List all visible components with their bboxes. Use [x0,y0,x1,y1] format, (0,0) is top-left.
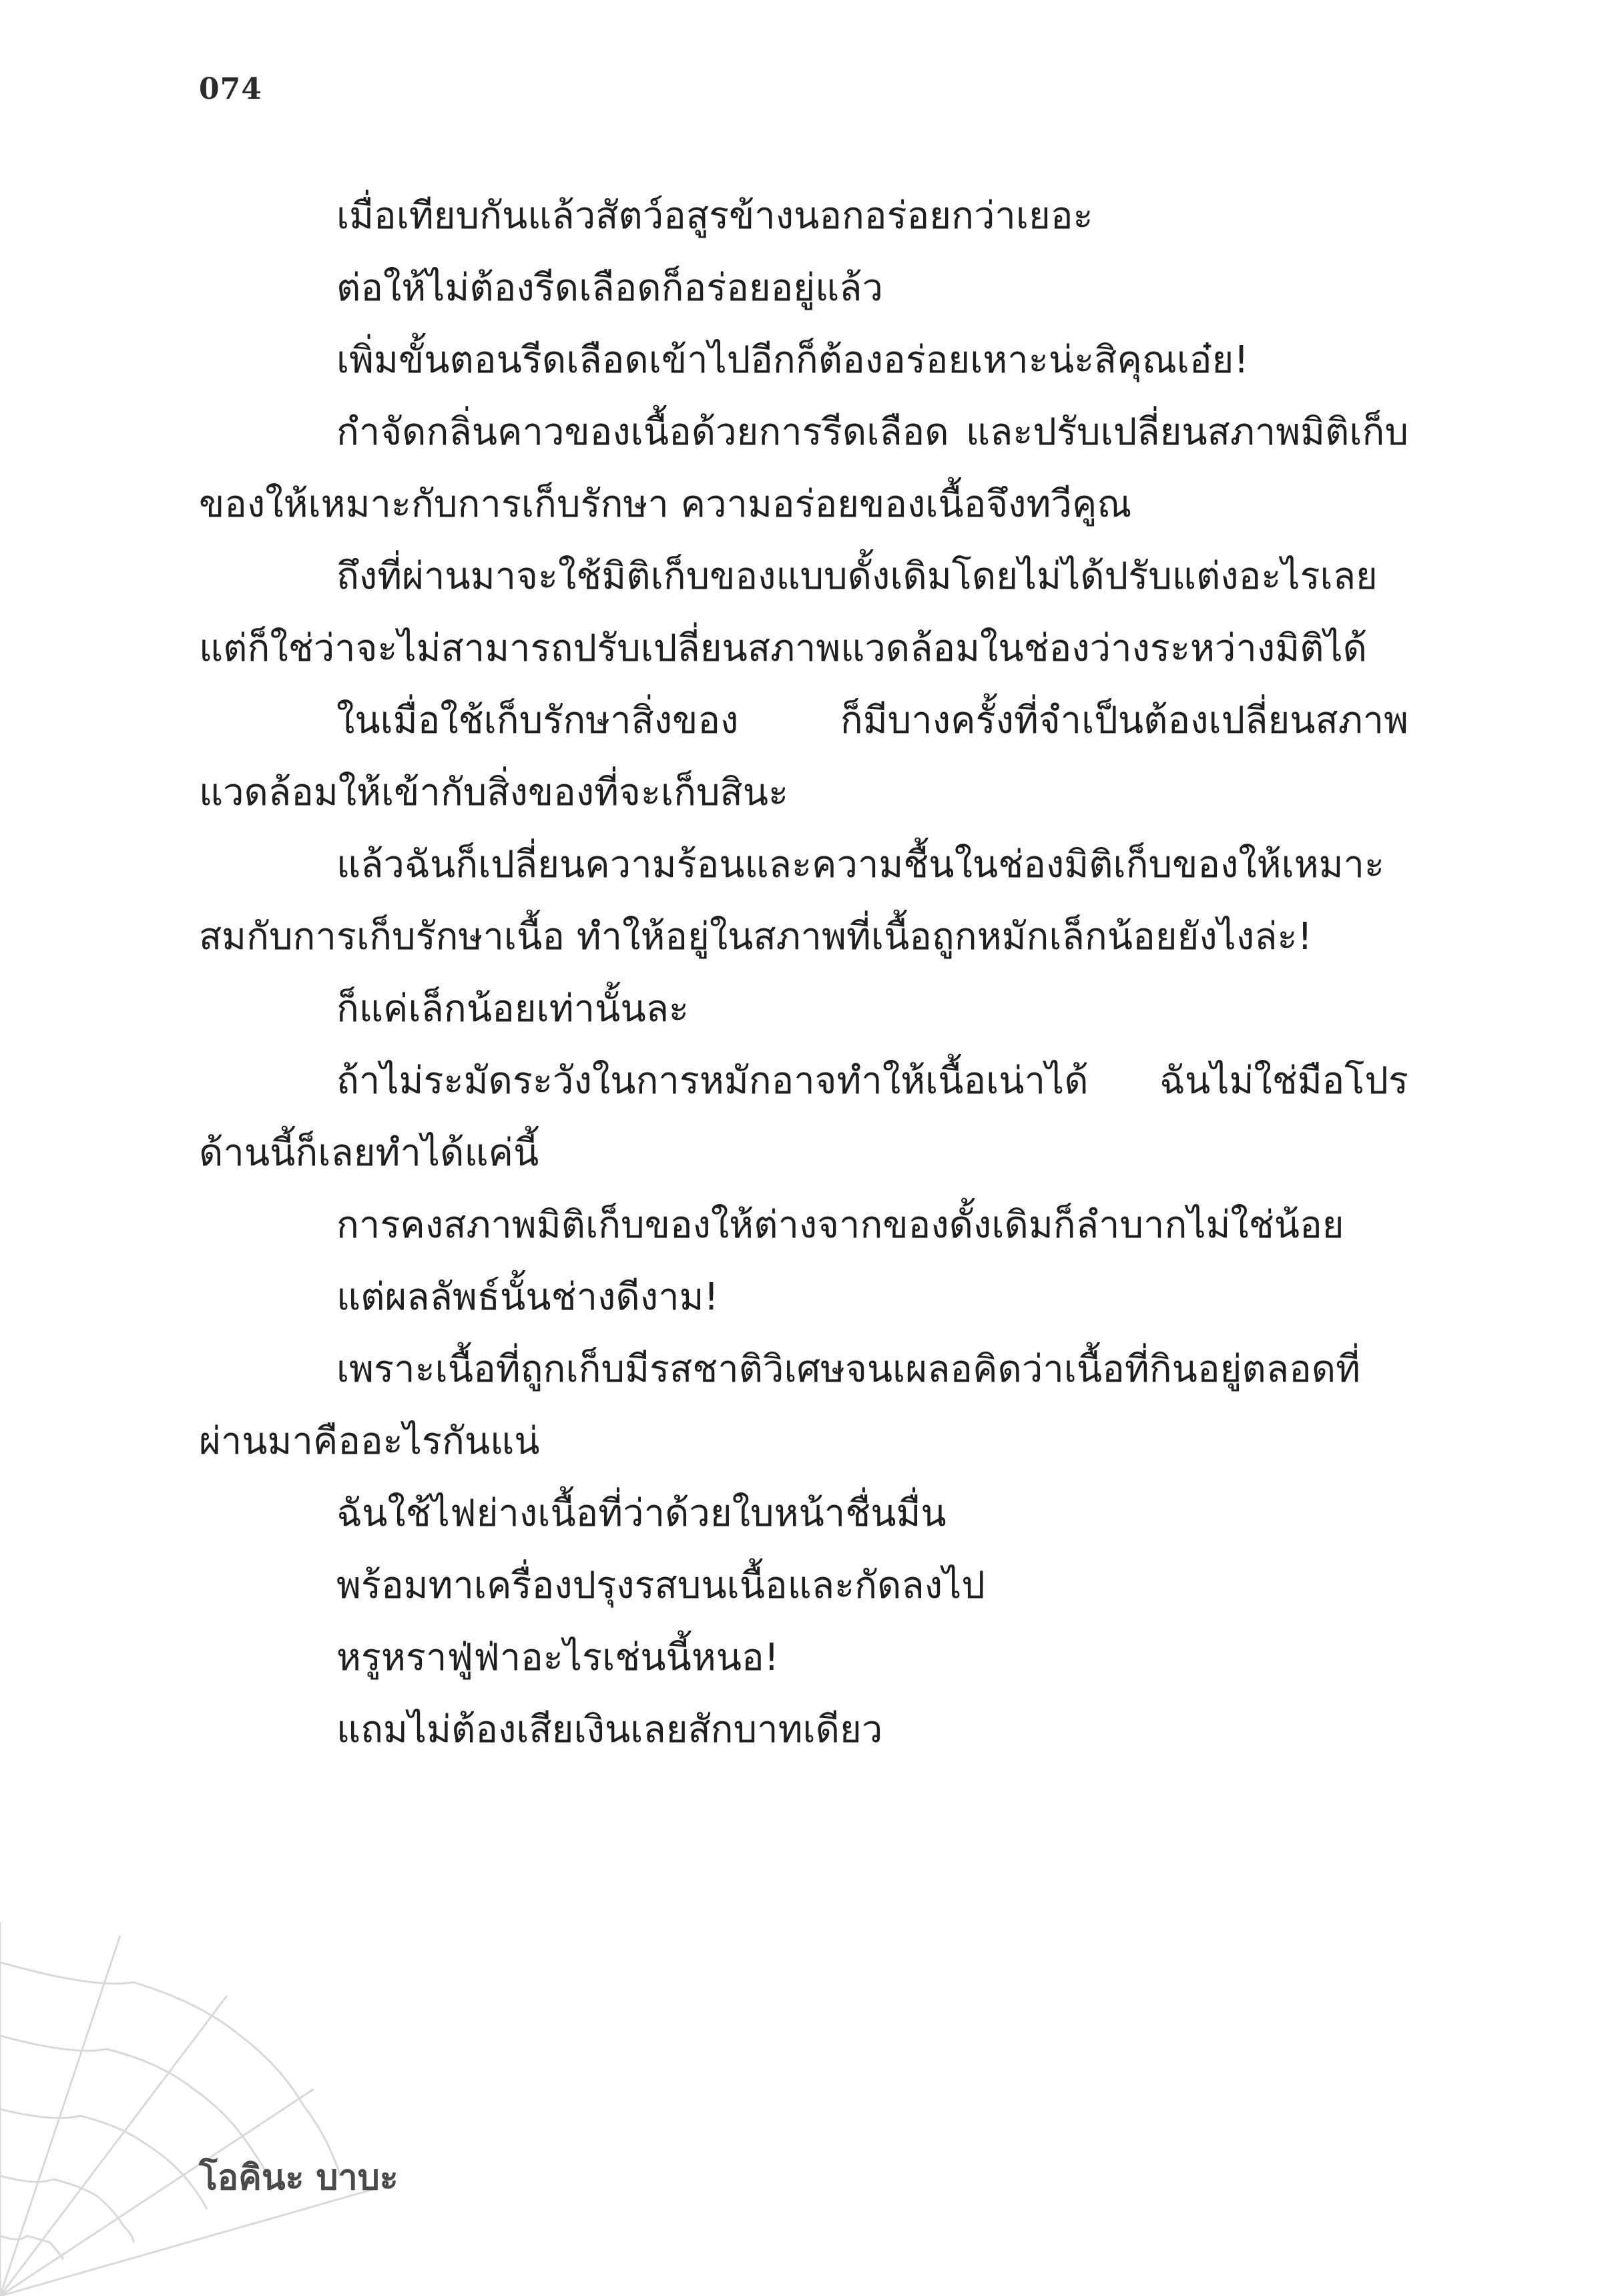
paragraph-14: พร้อมทาเครื่องปรุงรสบนเนื้อและกัดลงไป [336,1564,985,1607]
paragraph-10: การคงสภาพมิติเก็บของให้ต่างจากของดั้งเดิมก็ลำบากไม่ใช่น้อย [336,1203,1344,1247]
body-text [199,180,1408,1766]
paragraph-8: ก็แค่เล็กน้อยเท่านั้นละ [336,987,690,1031]
page-number: 074 [199,72,262,106]
paragraph-12: เพราะเนื้อที่ถูกเก็บมีรสชาติวิเศษจนเผลอคิดว่าเนื้อที่กินอยู่ตลอดที่ผ่านมาคืออะไรกันแน่ [199,1348,1360,1463]
paragraph-7: แล้วฉันก็เปลี่ยนความร้อนและความชื้นในช่องมิติเก็บของให้เหมาะสมกับการเก็บรักษาเนื้อ ทำให้อยู่ในสภาพที่เนื้อถูกหมักเล็กน้อยยังไงล่ะ! [199,843,1385,958]
spider-web-icon [0,1922,374,2296]
paragraph-3: เพิ่มขั้นตอนรีดเลือดเข้าไปอีกก็ต้องอร่อยเหาะน่ะสิคุณเอ๋ย! [336,338,1249,382]
paragraph-11: แต่ผลลัพธ์นั้นช่างดีงาม! [336,1275,719,1319]
paragraph-13: ฉันใช้ไฟย่างเนื้อที่ว่าด้วยใบหน้าชื่นมื่น [336,1492,947,1535]
footer-author-title: โอคินะ บาบะ [199,2158,398,2198]
paragraph-1: เมื่อเทียบกันแล้วสัตว์อสูรข้างนอกอร่อยกว่าเยอะ [336,194,1093,238]
paragraph-2: ต่อให้ไม่ต้องรีดเลือดก็อร่อยอยู่แล้ว [336,266,883,310]
paragraph-6: ในเมื่อใช้เก็บรักษาสิ่งของ ก็มีบางครั้งที่จำเป็นต้องเปลี่ยนสภาพแวดล้อมให้เข้ากับสิ่งของที่จะเก็บสินะ [199,699,1408,814]
paragraph-4: กำจัดกลิ่นคาวของเนื้อด้วยการรีดเลือด และปรับเปลี่ยนสภาพมิติเก็บของให้เหมาะกับการเก็บรักษา ความอร่อยของเนื้อจึงทวีคูณ [199,410,1408,526]
paragraph-9: ถ้าไม่ระมัดระวังในการหมักอาจทำให้เนื้อเน่าได้ ฉันไม่ใช่มือโปรด้านนี้ก็เลยทำได้แค่นี้ [199,1059,1408,1175]
paragraph-15: หรูหราฟู่ฟ่าอะไรเช่นนี้หนอ! [336,1636,780,1679]
paragraph-16: แถมไม่ต้องเสียเงินเลยสักบาทเดียว [336,1708,883,1751]
paragraph-5: ถึงที่ผ่านมาจะใช้มิติเก็บของแบบดั้งเดิมโดยไม่ได้ปรับแต่งอะไรเลย แต่ก็ใช่ว่าจะไม่สามารถปรับเปลี่ยนสภาพแวดล้อมในช่องว่างระหว่างมิติได้ [199,555,1378,670]
